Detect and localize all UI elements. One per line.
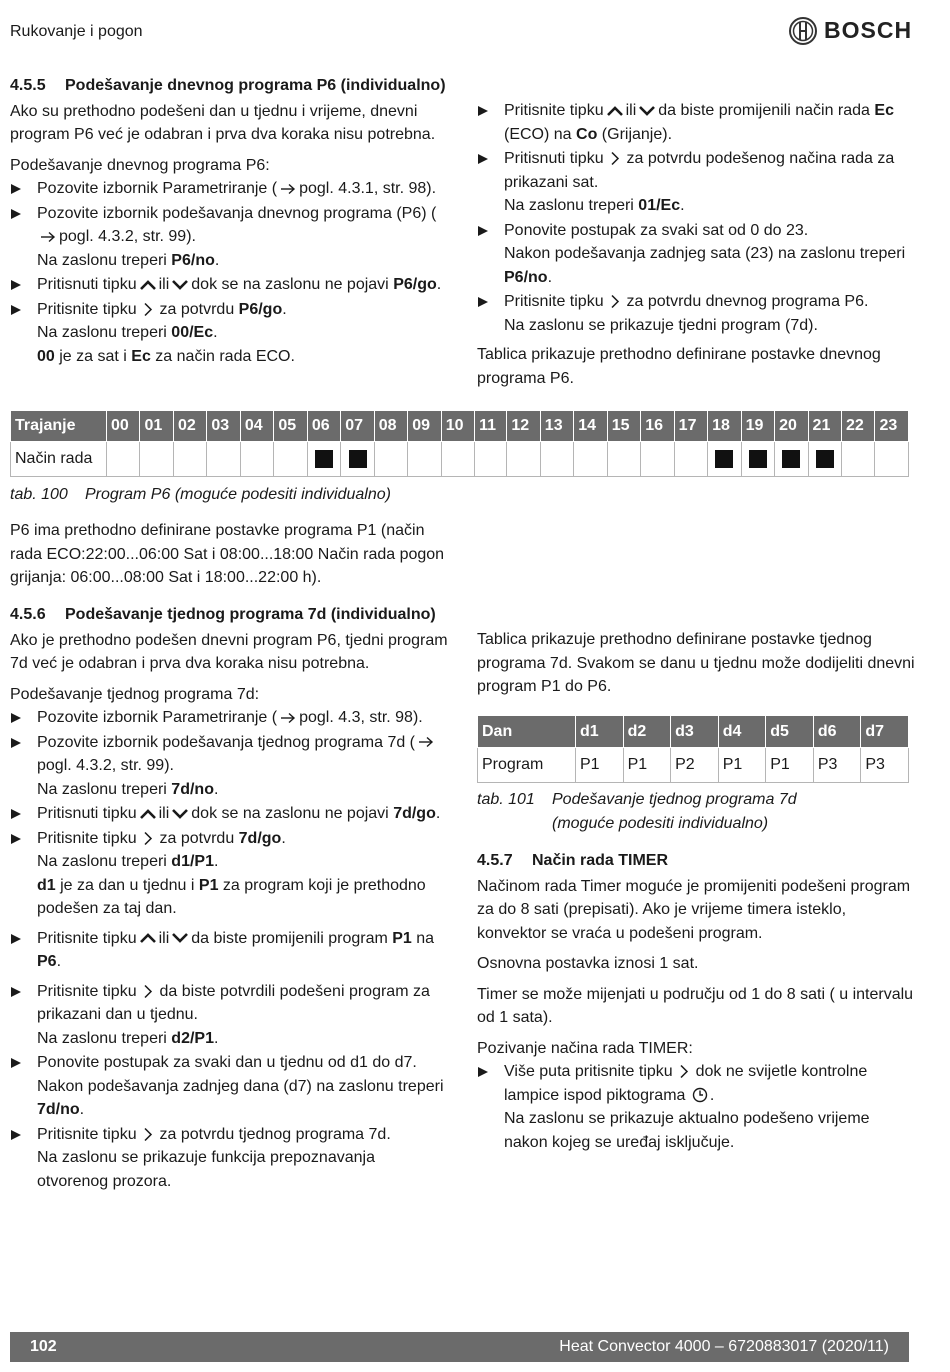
list-item: Pozovite izbornik Parametriranje ( pogl. 4.3.1, str. 98). <box>10 177 450 201</box>
paragraph: Podešavanje tjednog programa 7d: <box>10 685 260 703</box>
table-cell: P3 <box>861 748 909 783</box>
table-header-cell: 03 <box>207 411 240 442</box>
active-mode-mark <box>749 450 767 468</box>
table-header-cell: d3 <box>671 716 719 748</box>
table-cell <box>741 442 774 477</box>
chevron-right-icon <box>143 984 153 999</box>
step-list <box>477 1060 917 1154</box>
table-header-cell: 11 <box>475 411 507 442</box>
bosch-logo <box>788 16 912 46</box>
table-cell: P1 <box>766 748 814 783</box>
list-item: Pritisnite tipku ili da biste promijenili način rada Ec (ECO) na Co (Grijanje). <box>477 99 917 146</box>
section-heading: 4.5.7 Način rada TIMER <box>477 852 669 869</box>
table-header-cell: 22 <box>842 411 875 442</box>
table-cell <box>408 442 441 477</box>
arrow-right-icon <box>418 736 434 748</box>
table-header-cell: 05 <box>274 411 307 442</box>
table-cell <box>207 442 240 477</box>
paragraph: Osnovna postavka iznosi 1 sat. <box>477 955 699 972</box>
chevron-down-icon <box>171 279 189 291</box>
table-cell <box>173 442 206 477</box>
active-mode-mark <box>715 450 733 468</box>
list-item: Ponovite postupak za svaki sat od 0 do 23. Nakon podešavanja zadnjeg sata (23) na zaslonu treperi P6/no. <box>477 219 917 290</box>
table-header-cell: 08 <box>374 411 407 442</box>
chevron-right-icon <box>143 1127 153 1142</box>
chevron-up-icon <box>606 105 624 117</box>
chevron-down-icon <box>638 105 656 117</box>
chevron-up-icon <box>139 279 157 291</box>
list-item: Pozovite izbornik podešavanja tjednog programa 7d (pogl. 4.3.2, str. 99). Na zaslonu treperi 7d/no. <box>10 731 450 802</box>
active-mode-mark <box>782 450 800 468</box>
active-mode-mark <box>315 450 333 468</box>
table-header-cell: 01 <box>140 411 173 442</box>
table-cell <box>875 442 909 477</box>
table-header-cell: 00 <box>107 411 140 442</box>
paragraph: Tablica prikazuje prethodno definirane postavke dnevnog programa P6. <box>477 346 881 387</box>
table-header-cell: 04 <box>240 411 273 442</box>
table-header-cell: 13 <box>540 411 573 442</box>
table-header-cell: Dan <box>478 716 576 748</box>
section-456-right <box>477 628 917 706</box>
list-item: Pritisnite tipku za potvrdu dnevnog programa P6. Na zaslonu se prikazuje tjedni program (7d). <box>477 290 917 337</box>
active-mode-mark <box>349 450 367 468</box>
table-header-cell: 21 <box>808 411 841 442</box>
table-header-cell: 09 <box>408 411 441 442</box>
table-header-cell: 10 <box>441 411 474 442</box>
table-cell <box>307 442 340 477</box>
table-cell <box>708 442 741 477</box>
section-455-left <box>10 74 450 369</box>
table-header-cell: 07 <box>341 411 374 442</box>
list-item: Pritisnuti tipku ili dok se na zaslonu ne pojavi P6/go. <box>10 273 450 297</box>
paragraph: Načinom rada Timer moguće je promijeniti podešeni program za do 8 sati (prepisati). Ako je vrijeme timera isteklo, konvektor se vraća u podešeni program. <box>477 877 911 942</box>
list-item: Pozovite izbornik podešavanja dnevnog programa (P6) (pogl. 4.3.2, str. 99). Na zaslonu treperi P6/no. <box>10 202 450 273</box>
paragraph: Podešavanje dnevnog programa P6: <box>10 156 270 174</box>
section-heading: 4.5.6 Podešavanje tjednog programa 7d (individualno) <box>10 606 436 623</box>
table-header-cell: 02 <box>173 411 206 442</box>
document-id: Heat Convector 4000 – 6720883017 (2020/11) <box>559 1338 889 1355</box>
chevron-right-icon <box>610 151 620 166</box>
list-item: Pozovite izbornik Parametriranje ( pogl. 4.3, str. 98). <box>10 706 450 730</box>
table-cell <box>674 442 707 477</box>
section-457 <box>477 849 917 1155</box>
chevron-right-icon <box>143 302 153 317</box>
program-p6-table <box>10 410 909 477</box>
table-cell <box>607 442 640 477</box>
step-list <box>10 706 450 1193</box>
table-cell: P3 <box>813 748 861 783</box>
table-cell <box>475 442 507 477</box>
table-cell <box>842 442 875 477</box>
step-list <box>10 177 450 368</box>
table-header-cell: 14 <box>574 411 607 442</box>
chevron-right-icon <box>610 294 620 309</box>
table-header-cell: 17 <box>674 411 707 442</box>
paragraph: Ako je prethodno podešen dnevni program P6, tjedni program 7d već je odabran i prva dva koraka nisu potrebna. <box>10 631 448 672</box>
bosch-armature-icon <box>788 16 818 46</box>
list-item: Pritisnite tipku da biste potvrdili podešeni program za prikazani dan u tjednu. Na zaslonu treperi d2/P1. <box>10 980 450 1051</box>
table-cell <box>775 442 808 477</box>
table-row <box>478 748 909 783</box>
page-header-title: Rukovanje i pogon <box>10 23 143 40</box>
table-header-cell: 18 <box>708 411 741 442</box>
chevron-up-icon <box>139 932 157 944</box>
table-header-cell: 15 <box>607 411 640 442</box>
page-number: 102 <box>30 1338 57 1355</box>
table-cell <box>107 442 140 477</box>
arrow-right-icon <box>40 231 56 243</box>
arrow-right-icon <box>280 183 296 195</box>
table-caption: tab. 101 Podešavanje tjednog programa 7d (moguće podesiti individualno) <box>477 791 797 832</box>
list-item: Pritisnite tipku za potvrdu tjednog programa 7d. Na zaslonu se prikazuje funkcija prepoznavanja otvorenog prozora. <box>10 1123 450 1194</box>
paragraph: Ako su prethodno podešeni dan u tjednu i vrijeme, dnevni program P6 već je odabran i prva dva koraka nisu potrebna. <box>10 102 436 143</box>
list-item: Pritisnite tipku za potvrdu P6/go. Na zaslonu treperi 00/Ec. 00 je za sat i Ec za način rada ECO. <box>10 298 450 369</box>
p6-description <box>10 519 450 597</box>
list-item: Pritisnuti tipku ili dok se na zaslonu ne pojavi 7d/go. <box>10 802 450 826</box>
list-item: Pritisnite tipku ili da biste promijenili program P1 na P6. <box>10 927 450 974</box>
table-header-cell: 16 <box>641 411 674 442</box>
table-cell: P1 <box>576 748 624 783</box>
table-cell <box>507 442 540 477</box>
table-cell <box>574 442 607 477</box>
table-cell: P1 <box>718 748 766 783</box>
table-caption: tab. 100 Program P6 (moguće podesiti individualno) <box>10 486 391 503</box>
table-header-row <box>478 716 909 748</box>
table-cell: P1 <box>623 748 671 783</box>
table-cell: P2 <box>671 748 719 783</box>
table-header-cell: 12 <box>507 411 540 442</box>
table-header-cell: d2 <box>623 716 671 748</box>
section-heading: 4.5.5 Podešavanje dnevnog programa P6 (individualno) <box>10 77 446 94</box>
list-item: Pritisnite tipku za potvrdu 7d/go. Na zaslonu treperi d1/P1. d1 je za dan u tjednu i P1 za program koji je prethodno podešen za taj dan. <box>10 827 450 921</box>
table-header-cell: 23 <box>875 411 909 442</box>
table-header-cell: d7 <box>861 716 909 748</box>
table-cell <box>240 442 273 477</box>
table-cell: Program <box>478 748 576 783</box>
weekly-program-table <box>477 715 909 783</box>
paragraph: P6 ima prethodno definirane postavke programa P1 (način rada ECO:22:00...06:00 Sat i 08:00...18:00 Način rada pogon grijanja: 06:00...08:00 Sat i 18:00...22:00 h). <box>10 522 445 586</box>
table-header-cell: 19 <box>741 411 774 442</box>
table-cell <box>140 442 173 477</box>
paragraph: Timer se može mijenjati u području od 1 do 8 sati ( u intervalu od 1 sata). <box>477 985 914 1026</box>
table-header-cell: 20 <box>775 411 808 442</box>
active-mode-mark <box>816 450 834 468</box>
section-455-right <box>477 99 917 397</box>
table-cell <box>274 442 307 477</box>
step-list <box>477 99 917 337</box>
table-cell <box>341 442 374 477</box>
brand-name: BOSCH <box>824 17 913 44</box>
list-item: Ponovite postupak za svaki dan u tjednu od d1 do d7. Nakon podešavanja zadnjeg dana (d7) na zaslonu treperi 7d/no. <box>10 1051 450 1122</box>
clock-icon <box>692 1087 708 1103</box>
table-header-cell: d1 <box>576 716 624 748</box>
page-footer <box>10 1332 909 1362</box>
chevron-down-icon <box>171 932 189 944</box>
list-item: Pritisnuti tipku za potvrdu podešenog načina rada za prikazani sat. Na zaslonu treperi 01/Ec. <box>477 147 917 218</box>
table-row <box>11 442 909 477</box>
arrow-right-icon <box>280 712 296 724</box>
chevron-up-icon <box>139 808 157 820</box>
chevron-right-icon <box>679 1064 689 1079</box>
chevron-down-icon <box>171 808 189 820</box>
paragraph: Pozivanje načina rada TIMER: <box>477 1039 693 1057</box>
table-header-cell: d5 <box>766 716 814 748</box>
chevron-right-icon <box>143 831 153 846</box>
paragraph: Tablica prikazuje prethodno definirane postavke tjednog programa 7d. Svakom se danu u tjednu može dodijeliti dnevni program P1 do P6. <box>477 631 915 695</box>
section-456-left <box>10 603 450 1194</box>
list-item: Više puta pritisnite tipku dok ne svijetle kontrolne lampice ispod piktograma . Na zaslonu se prikazuje aktualno podešeno vrijeme nakon kojeg se uređaj isključuje. <box>477 1060 917 1154</box>
table-header-cell: d4 <box>718 716 766 748</box>
table-header-cell: Trajanje <box>11 411 107 442</box>
table-header-cell: d6 <box>813 716 861 748</box>
table-cell <box>808 442 841 477</box>
table-header-cell: 06 <box>307 411 340 442</box>
table-cell <box>441 442 474 477</box>
table-cell <box>374 442 407 477</box>
table-cell <box>641 442 674 477</box>
table-header-row <box>11 411 909 442</box>
table-cell <box>540 442 573 477</box>
table-cell: Način rada <box>11 442 107 477</box>
